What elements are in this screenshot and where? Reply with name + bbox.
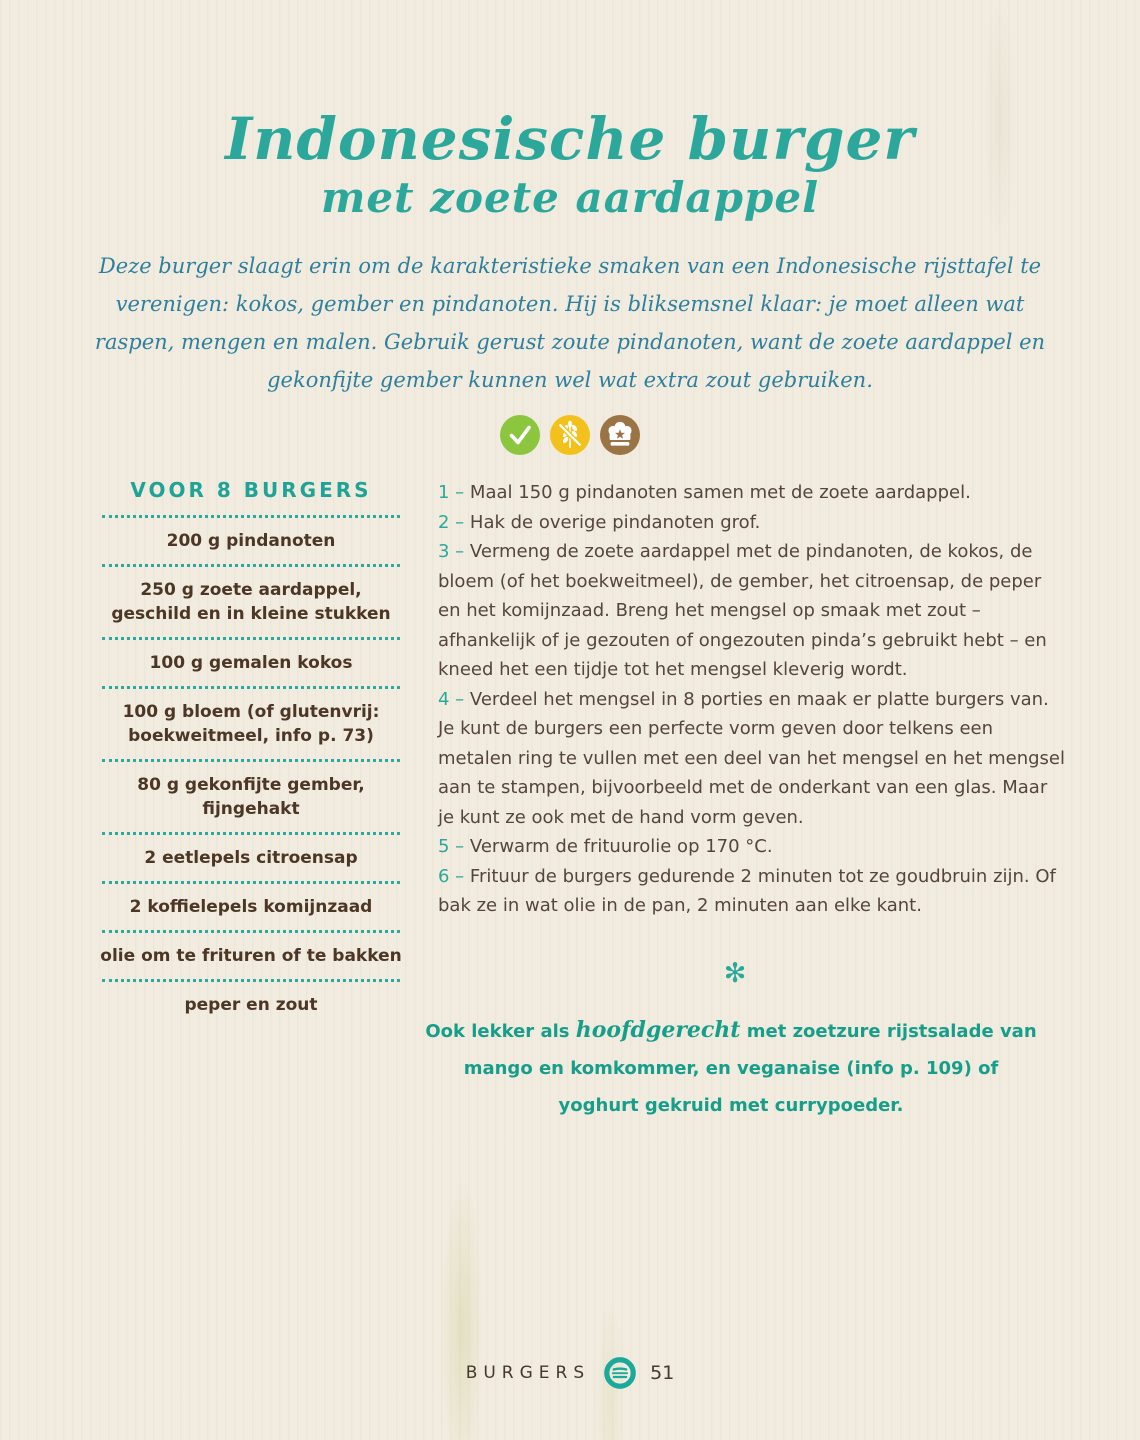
page-number: 51: [650, 1362, 675, 1384]
recipe-intro: Deze burger slaagt erin om de karakteristieke smaken van een Indonesische rijsttafel te verenigen: kokos, gember en pindanoten. Hij is bliksemsnel klaar: je moet alleen wat raspen, mengen en malen. Gebruik gerust zoute pindanoten, want de zoete aardappel en gekonfijte gember kunnen wel wat extra zout gebruiken.: [94, 253, 1046, 392]
ingredient-item: 200 g pindanoten: [166, 531, 336, 551]
diet-badges: [0, 415, 1140, 455]
dotted-divider: [102, 637, 400, 640]
step-text: Frituur de burgers gedurende 2 minuten tot ze goudbruin zijn. Of bak ze in wat olie in de pan, 2 minuten aan elke kant.: [438, 865, 1056, 916]
chapter-label: BURGERS: [465, 1363, 591, 1383]
gluten-free-wheat-icon: [550, 415, 590, 455]
step-text: Verdeel het mengsel in 8 porties en maak er platte burgers van. Je kunt de burgers een perfecte vorm geven door telkens een metalen ring te vullen met een deel van het mengsel en het mengsel aan te stampen, bijvoorbeeld met de onderkant van een glas. Maar je kunt ze ook met de hand vorm geven.: [438, 688, 1065, 828]
recipe-subtitle: met zoete aardappel: [320, 172, 820, 222]
step-number: 5 –: [438, 836, 465, 857]
recipe-body: [100, 478, 1066, 1021]
dotted-divider: [102, 759, 400, 762]
step-text: Vermeng de zoete aardappel met de pindanoten, de kokos, de bloem (of het boekweitmeel), de gember, het citroensap, de peper en het komijnzaad. Breng het mengsel op smaak met zout – afhankelijk of je gezouten of ongezouten pinda’s gebruikt hebt – en kneed het een tijdje tot het mengsel kleverig wordt.: [438, 541, 1047, 680]
serving-suggestion: [422, 1012, 1040, 1124]
ingredient-item: 2 eetlepels citroensap: [144, 848, 358, 868]
ingredient-item: 250 g zoete aardappel, geschild en in kleine stukken: [111, 580, 391, 624]
step-number: 1 –: [438, 482, 465, 503]
step-number: 6 –: [438, 865, 465, 887]
dotted-divider: [102, 686, 400, 689]
dotted-divider: [102, 979, 400, 982]
ingredients-heading: VOOR 8 BURGERS: [130, 478, 372, 502]
step-6: [438, 862, 1066, 921]
recipe-title: Indonesische burger: [225, 105, 915, 173]
dotted-divider: [102, 564, 400, 567]
page-footer: [0, 1356, 1140, 1390]
step-number: 2 –: [438, 511, 465, 533]
asterisk-divider-icon: ✻: [723, 958, 747, 989]
step-5: [438, 832, 1066, 862]
step-text: Maal 150 g pindanoten samen met de zoete aardappel.: [469, 482, 971, 503]
step-1: [438, 478, 1066, 508]
step-4: [438, 685, 1066, 833]
serving-text: Ook lekker als: [425, 1021, 576, 1042]
ingredients-panel: [100, 478, 402, 1021]
vegan-check-icon: [500, 415, 540, 455]
chef-hat-star-icon: [600, 415, 640, 455]
ingredient-item: 100 g bloem (of glutenvrij: boekweitmeel, info p. 73): [122, 702, 380, 746]
step-3: [438, 537, 1066, 685]
burger-icon: [603, 1356, 637, 1390]
ingredient-item: olie om te frituren of te bakken: [100, 946, 402, 966]
dotted-divider: [102, 881, 400, 884]
ingredient-item: peper en zout: [184, 995, 318, 1015]
ingredient-item: 80 g gekonfijte gember, fijngehakt: [137, 775, 365, 819]
serving-text: met zoetzure rijstsalade van mango en komkommer, en veganaise (info p. 109) of yoghurt gekruid met currypoeder.: [463, 1021, 1037, 1116]
ingredient-item: 2 koffielepels komijnzaad: [129, 897, 373, 917]
dotted-divider: [102, 930, 400, 933]
step-2: [438, 508, 1066, 538]
steps-panel: [438, 478, 1066, 921]
dotted-divider: [102, 832, 400, 835]
dotted-divider: [102, 515, 400, 518]
recipe-header: [0, 0, 1140, 399]
step-number: 3 –: [438, 541, 465, 562]
step-text: Verwarm de frituurolie op 170 °C.: [469, 836, 773, 857]
step-number: 4 –: [438, 688, 465, 710]
step-text: Hak de overige pindanoten grof.: [469, 511, 761, 533]
ingredient-item: 100 g gemalen kokos: [149, 653, 353, 673]
serving-highlight: hoofdgerecht: [575, 1017, 741, 1043]
